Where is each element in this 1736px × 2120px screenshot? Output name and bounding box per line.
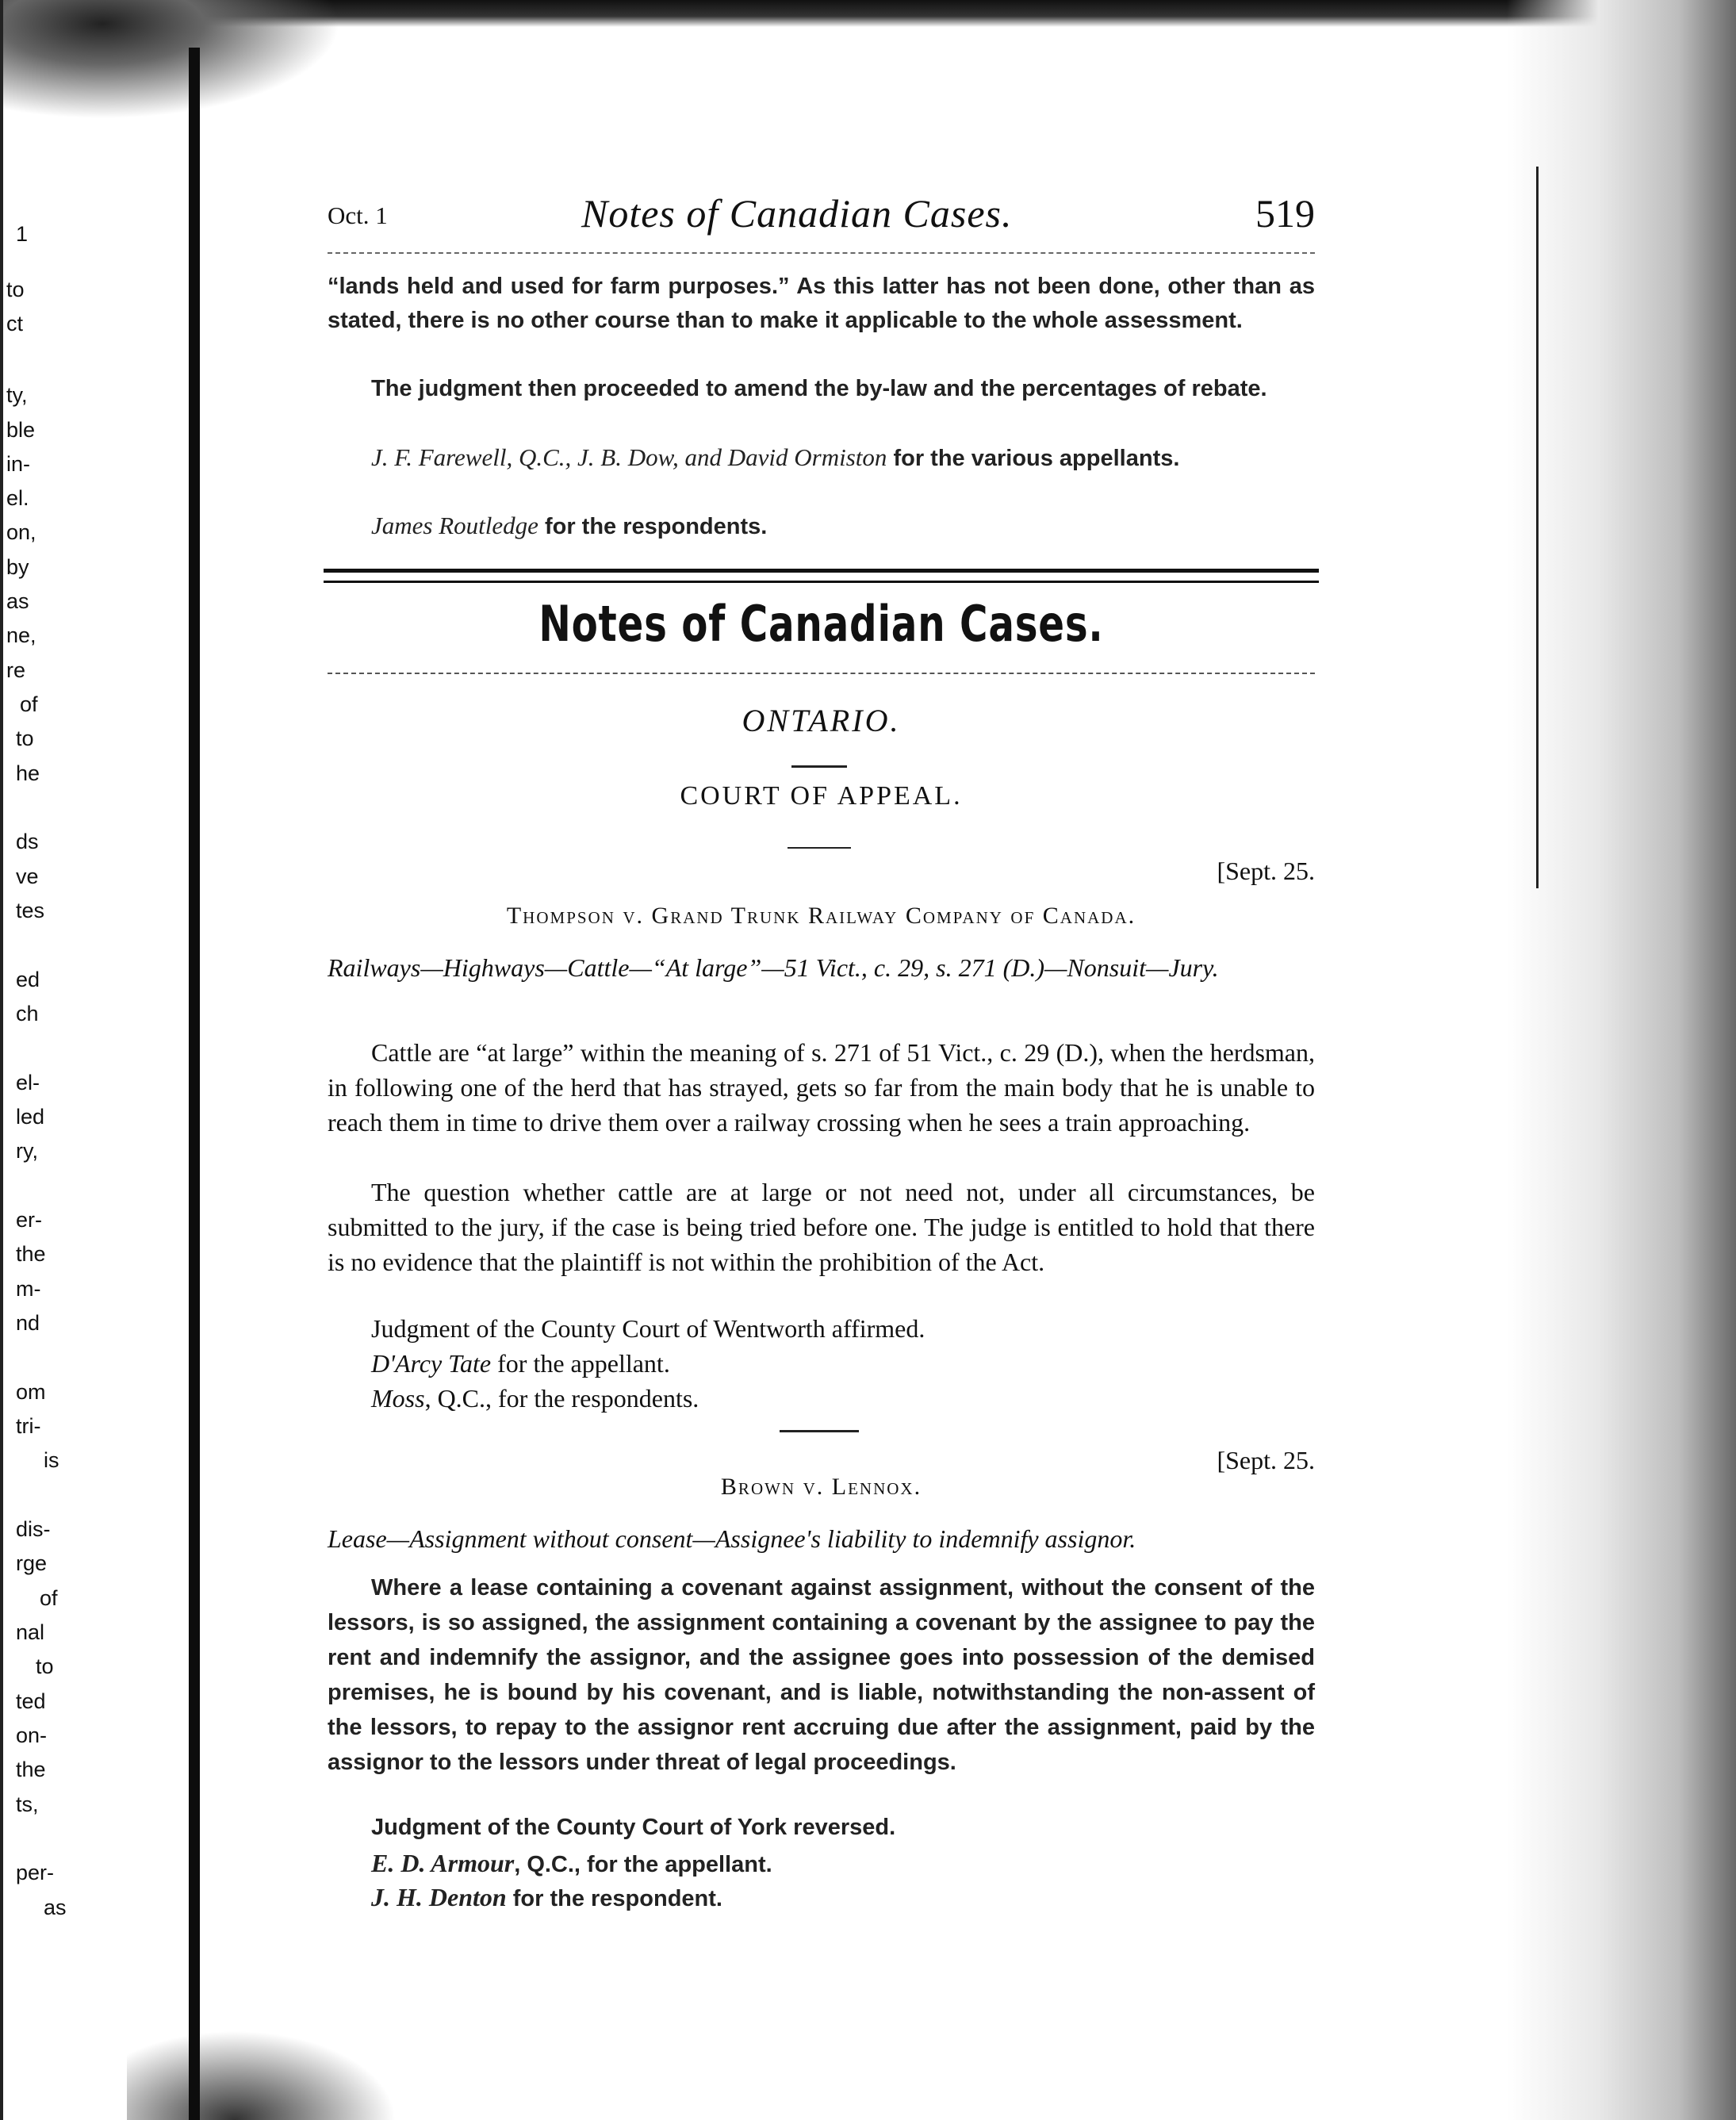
fragment: by (6, 555, 29, 579)
counsel-names: J. F. Farewell, Q.C., J. B. Dow, and David Ormiston (371, 443, 887, 471)
fragment: per- (16, 1861, 55, 1884)
fragment: the (16, 1242, 46, 1266)
short-rule (780, 1430, 859, 1432)
fragment: as (6, 589, 29, 613)
court-heading: COURT OF APPEAL. (680, 781, 963, 811)
counsel-name: Moss (371, 1384, 425, 1413)
section-rule (328, 673, 1315, 676)
fragment: is (44, 1448, 59, 1472)
fragment: ble (6, 418, 36, 442)
judgment-line: Judgment of the County Court of York reversed. (371, 1815, 896, 1840)
short-rule (791, 765, 847, 768)
counsel-line (371, 1849, 772, 1878)
fragment: nd (16, 1311, 40, 1335)
fragment: ne, (6, 623, 36, 647)
continuation-paragraph: The judgment then proceeded to amend the by-law and the percentages of rebate. (371, 376, 1267, 401)
counsel-role: for the various appellants. (887, 446, 1180, 471)
counsel-role: , Q.C., for the respondents. (424, 1384, 699, 1413)
counsel-role: for the respondent. (506, 1886, 722, 1911)
short-rule (788, 847, 851, 849)
fragment: er- (16, 1208, 42, 1232)
case-headnote: Lease—Assignment without consent—Assignee's liability to indemnify assignor. (328, 1524, 1136, 1553)
counsel-name: J. H. Denton (371, 1883, 507, 1911)
fragment: ct (6, 312, 24, 335)
previous-page-fragments (0, 0, 95, 2120)
province-heading: ONTARIO. (742, 703, 901, 738)
running-header (328, 182, 1315, 254)
continuation-paragraph: “lands held and used for farm purposes.” As this latter has not been done, other than as stated, there is no other course than to make it applicable to the whole assessment. (328, 274, 1315, 333)
case-date: [Sept. 25. (1217, 857, 1315, 885)
counsel-name: D'Arcy Tate (371, 1349, 492, 1378)
fragment: as (44, 1896, 67, 1919)
case-date: [Sept. 25. (1217, 1446, 1315, 1474)
fragment: ve (16, 864, 39, 888)
fragment: tes (16, 899, 45, 922)
fragment: dis- (16, 1517, 51, 1541)
counsel-name: E. D. Armour (371, 1849, 515, 1877)
fragment: on- (16, 1723, 48, 1747)
fragment: el. (6, 486, 29, 510)
header-title: Notes of Canadian Cases. (581, 191, 1013, 236)
fragment: 1 (16, 222, 29, 246)
case-paragraph: The question whether cattle are at large or not need not, under all circumstances, be submitted to the jury, if the case is being tried before one. The judge is entitled to hold that there is no evidence that the plaintiff is not within the prohibition of the Act. (328, 1178, 1315, 1276)
fragment: in- (6, 452, 31, 476)
fragment: rge (16, 1551, 48, 1575)
case-headnote: Railways—Highways—Cattle—“At large”—51 Vict., c. 29, s. 271 (D.)—Nonsuit—Jury. (328, 953, 1219, 982)
fragment: tri- (16, 1414, 41, 1438)
counsel-line (371, 440, 1315, 476)
fragment: to (6, 278, 25, 301)
counsel-line (371, 1883, 722, 1912)
counsel-role: for the respondents. (538, 514, 768, 539)
counsel-line (371, 1384, 699, 1413)
fragment: ty, (6, 383, 28, 407)
scan-corner-shadow-bottom (127, 2030, 397, 2120)
fragment: ry, (16, 1139, 38, 1163)
scan-right-edge (1507, 0, 1736, 2120)
fragment: ed (16, 968, 40, 991)
fragment: el- (16, 1071, 40, 1095)
section-divider (324, 569, 1319, 583)
fragment: nal (16, 1620, 45, 1644)
case-paragraph: Where a lease containing a covenant against assignment, without the consent of the lessors, is so assigned, the assignment containing a covenant by the assignee to pay the rent and indemnify the assignor, and the assignee goes into possession of the demised premises, he is bound by his covenant, and is liable, notwithstanding the non-assent of the lessors, to repay to the assignor rent accruing due after the assignment, paid by the assignor to the lessors under threat of legal proceedings. (328, 1575, 1315, 1775)
case-title: Brown v. Lennox. (720, 1474, 922, 1500)
fragment: ts, (16, 1792, 39, 1816)
fragment: the (16, 1758, 46, 1781)
case-paragraph: Cattle are “at large” within the meaning of s. 271 of 51 Vict., c. 29 (D.), when the herdsman, in following one of the herd that has strayed, gets so far from the main body that he is unable to reach them in time to drive them over a railway crossing when he sees a train approaching. (328, 1038, 1315, 1137)
fragment: om (16, 1380, 46, 1404)
page-edge-rule (1536, 167, 1539, 888)
fragment: on, (6, 520, 36, 544)
header-date: Oct. 1 (328, 201, 388, 229)
page-number: 519 (1255, 191, 1315, 236)
fragment: ds (16, 830, 39, 853)
judgment-line: Judgment of the County Court of Wentworth affirmed. (371, 1314, 925, 1343)
counsel-line (371, 508, 767, 544)
counsel-role: for the appellant. (491, 1349, 670, 1378)
fragment: he (16, 761, 40, 785)
counsel-role: , Q.C., for the appellant. (514, 1852, 772, 1877)
book-binding (189, 48, 200, 2120)
fragment: re (6, 658, 26, 682)
counsel-names: James Routledge (371, 512, 538, 539)
fragment: of (40, 1586, 58, 1610)
fragment: ch (16, 1002, 39, 1025)
counsel-line (371, 1349, 670, 1378)
fragment: to (36, 1654, 54, 1678)
fragment: m- (16, 1277, 41, 1301)
header-rule (328, 252, 1315, 255)
section-title: Notes of Canadian Cases. (538, 595, 1104, 653)
fragment: to (16, 726, 34, 750)
fragment: of (20, 692, 38, 716)
fragment: ted (16, 1689, 46, 1713)
fragment: led (16, 1105, 45, 1129)
case-title: Thompson v. Grand Trunk Railway Company of Canada. (506, 903, 1136, 929)
